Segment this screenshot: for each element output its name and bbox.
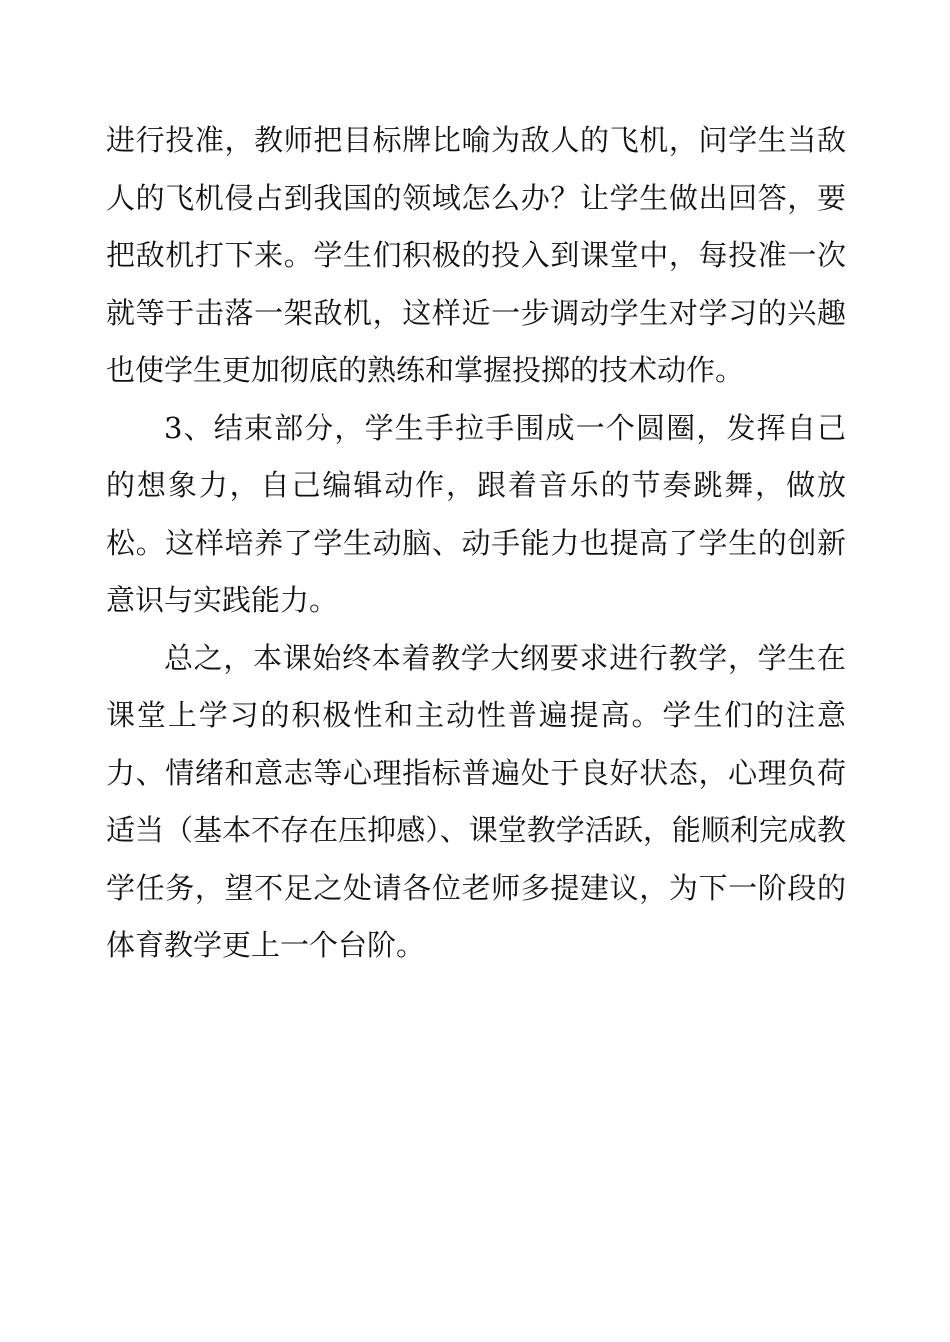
paragraph-summary: 总之，本课始终本着教学大纲要求进行教学，学生在课堂上学习的积极性和主动性普遍提高。学生们的注意力、情绪和意志等心理指标普遍处于良好状态，心理负荷适当（基本不存在压抑感）、课堂教学活跃，能顺利完成教学任务，望不足之处请各位老师多提建议，为下一阶段的体育教学更上一个台阶。: [106, 640, 846, 962]
paragraph-closing-section: 3、结束部分，学生手拉手围成一个圆圈，发挥自己的想象力，自己编辑动作，跟着音乐的节奏跳舞，做放松。这样培养了学生动脑、动手能力也提高了学生的创新意识与实践能力。: [106, 410, 846, 617]
document-body: [106, 112, 846, 975]
paragraph-continuation: 进行投准，教师把目标牌比喻为敌人的飞机，问学生当敌人的飞机侵占到我国的领域怎么办？让学生做出回答，要把敌机打下来。学生们积极的投入到课堂中，每投准一次就等于击落一架敌机，这样近一步调动学生对学习的兴趣也使学生更加彻底的熟练和掌握投掷的技术动作。: [106, 123, 846, 387]
